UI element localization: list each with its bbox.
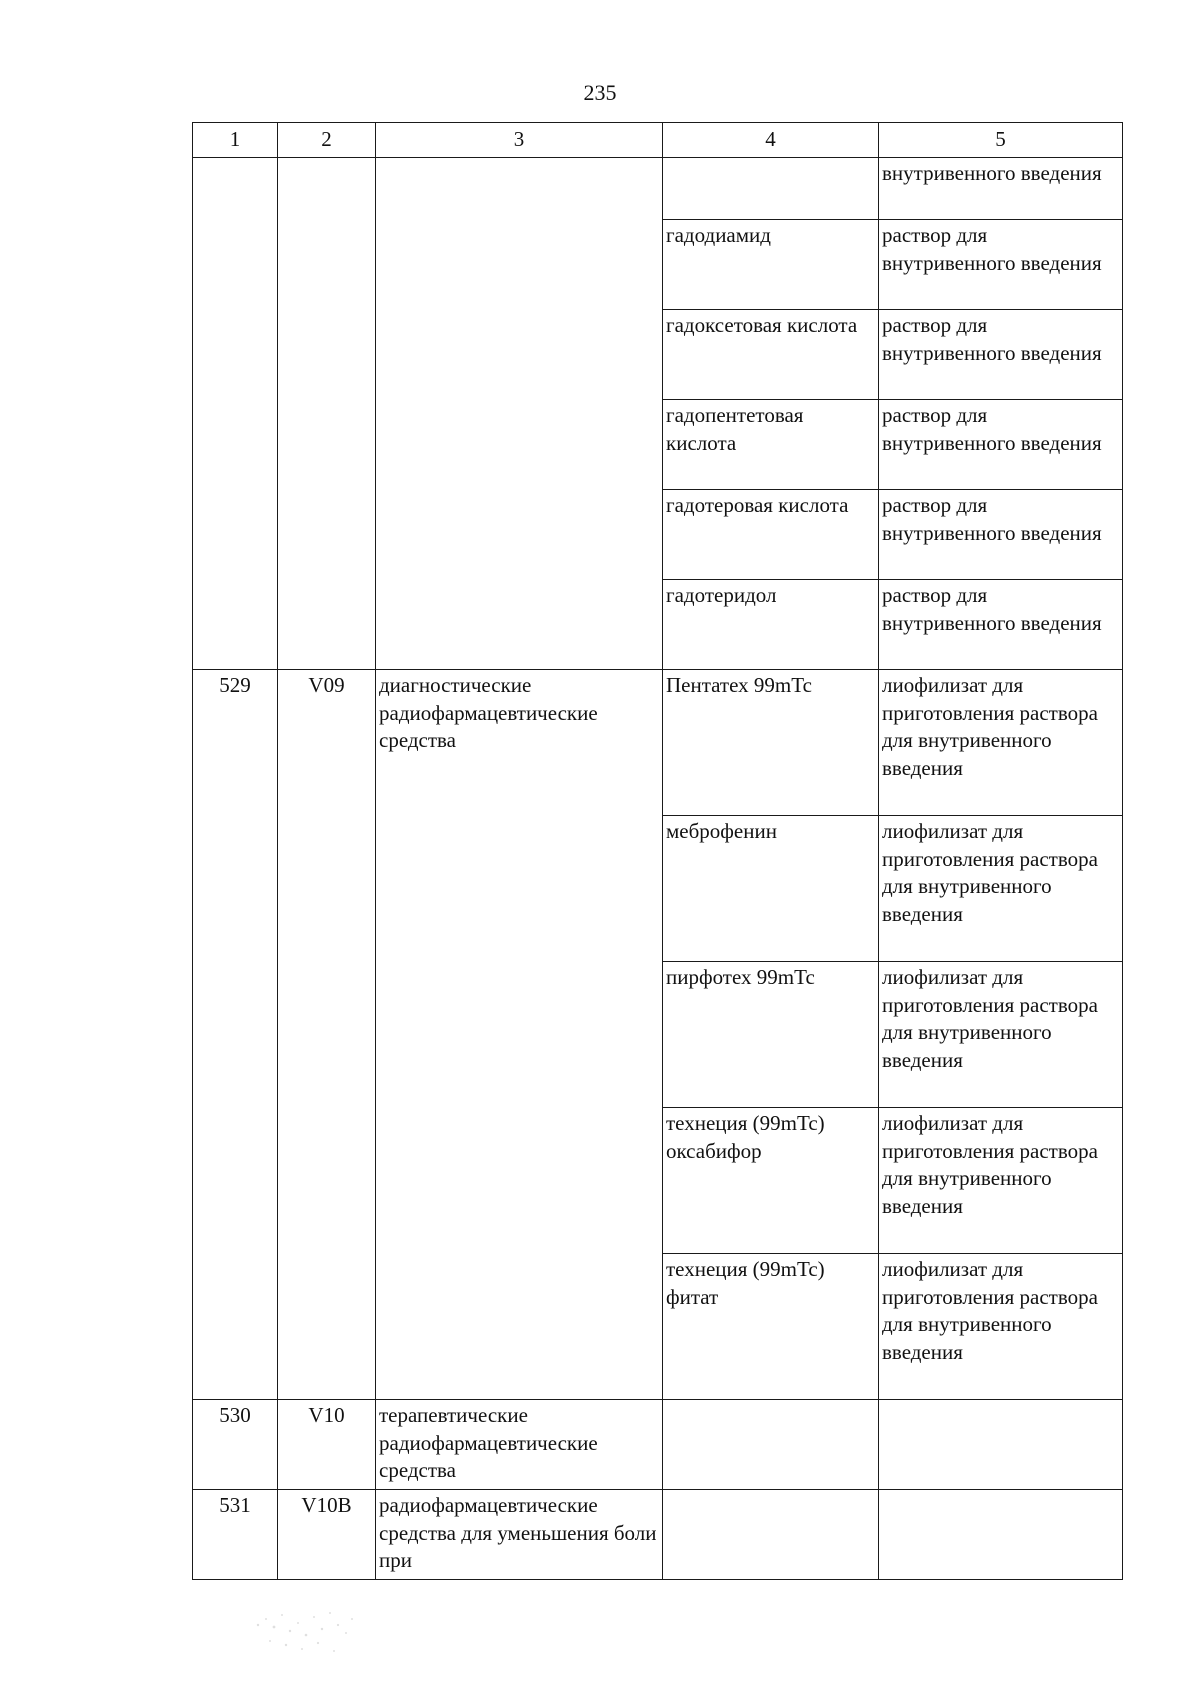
form-cell: раствор для внутривенного введения <box>879 580 1123 670</box>
group-number-cell: 529 <box>193 670 278 1400</box>
form-cell: лиофилизат для приготовления раствора для внутривенного введения <box>879 670 1123 816</box>
header-row <box>193 123 1123 158</box>
drug-cell <box>663 1400 879 1490</box>
drug-cell <box>663 158 879 220</box>
column-header-5: 5 <box>879 123 1123 158</box>
form-cell <box>879 1400 1123 1490</box>
form-cell: раствор для внутривенного введения <box>879 490 1123 580</box>
group-code-cell <box>278 158 376 670</box>
group-name-cell: диагностические радиофармацевтические средства <box>376 670 663 1400</box>
group-code-cell: V09 <box>278 670 376 1400</box>
column-header-1: 1 <box>193 123 278 158</box>
scan-artifact <box>248 1605 388 1665</box>
table-row <box>193 158 1123 220</box>
drug-cell: пирфотех 99mTc <box>663 962 879 1108</box>
table-row <box>193 670 1123 816</box>
drug-cell: гадотеровая кислота <box>663 490 879 580</box>
table-row <box>193 1490 1123 1580</box>
drug-cell: гадоксетовая кислота <box>663 310 879 400</box>
group-number-cell <box>193 158 278 670</box>
drug-cell: гадопентетовая кислота <box>663 400 879 490</box>
drug-cell: технеция (99mTc) оксабифор <box>663 1108 879 1254</box>
group-code-cell: V10B <box>278 1490 376 1580</box>
form-cell: лиофилизат для приготовления раствора для внутривенного введения <box>879 962 1123 1108</box>
drug-cell <box>663 1490 879 1580</box>
form-cell: лиофилизат для приготовления раствора для внутривенного введения <box>879 1108 1123 1254</box>
table-body <box>193 158 1123 1580</box>
drug-table <box>192 122 1123 1580</box>
column-header-2: 2 <box>278 123 376 158</box>
group-code-cell: V10 <box>278 1400 376 1490</box>
drug-cell: технеция (99mTc) фитат <box>663 1254 879 1400</box>
group-name-cell: терапевтические радиофармацевтические средства <box>376 1400 663 1490</box>
group-number-cell: 531 <box>193 1490 278 1580</box>
table-header <box>193 123 1123 158</box>
group-name-cell <box>376 158 663 670</box>
group-number-cell: 530 <box>193 1400 278 1490</box>
form-cell <box>879 1490 1123 1580</box>
column-header-3: 3 <box>376 123 663 158</box>
drug-cell: гадотеридол <box>663 580 879 670</box>
drug-cell: Пентатех 99mTc <box>663 670 879 816</box>
drug-cell: меброфенин <box>663 816 879 962</box>
page-number: 235 <box>583 80 617 105</box>
form-cell: раствор для внутривенного введения <box>879 220 1123 310</box>
form-cell: раствор для внутривенного введения <box>879 310 1123 400</box>
drug-cell: гадодиамид <box>663 220 879 310</box>
table-row <box>193 1400 1123 1490</box>
form-cell: раствор для внутривенного введения <box>879 400 1123 490</box>
group-name-cell: радиофармацевтические средства для уменьшения боли при <box>376 1490 663 1580</box>
column-header-4: 4 <box>663 123 879 158</box>
form-cell: внутривенного введения <box>879 158 1123 220</box>
form-cell: лиофилизат для приготовления раствора для внутривенного введения <box>879 816 1123 962</box>
form-cell: лиофилизат для приготовления раствора для внутривенного введения <box>879 1254 1123 1400</box>
